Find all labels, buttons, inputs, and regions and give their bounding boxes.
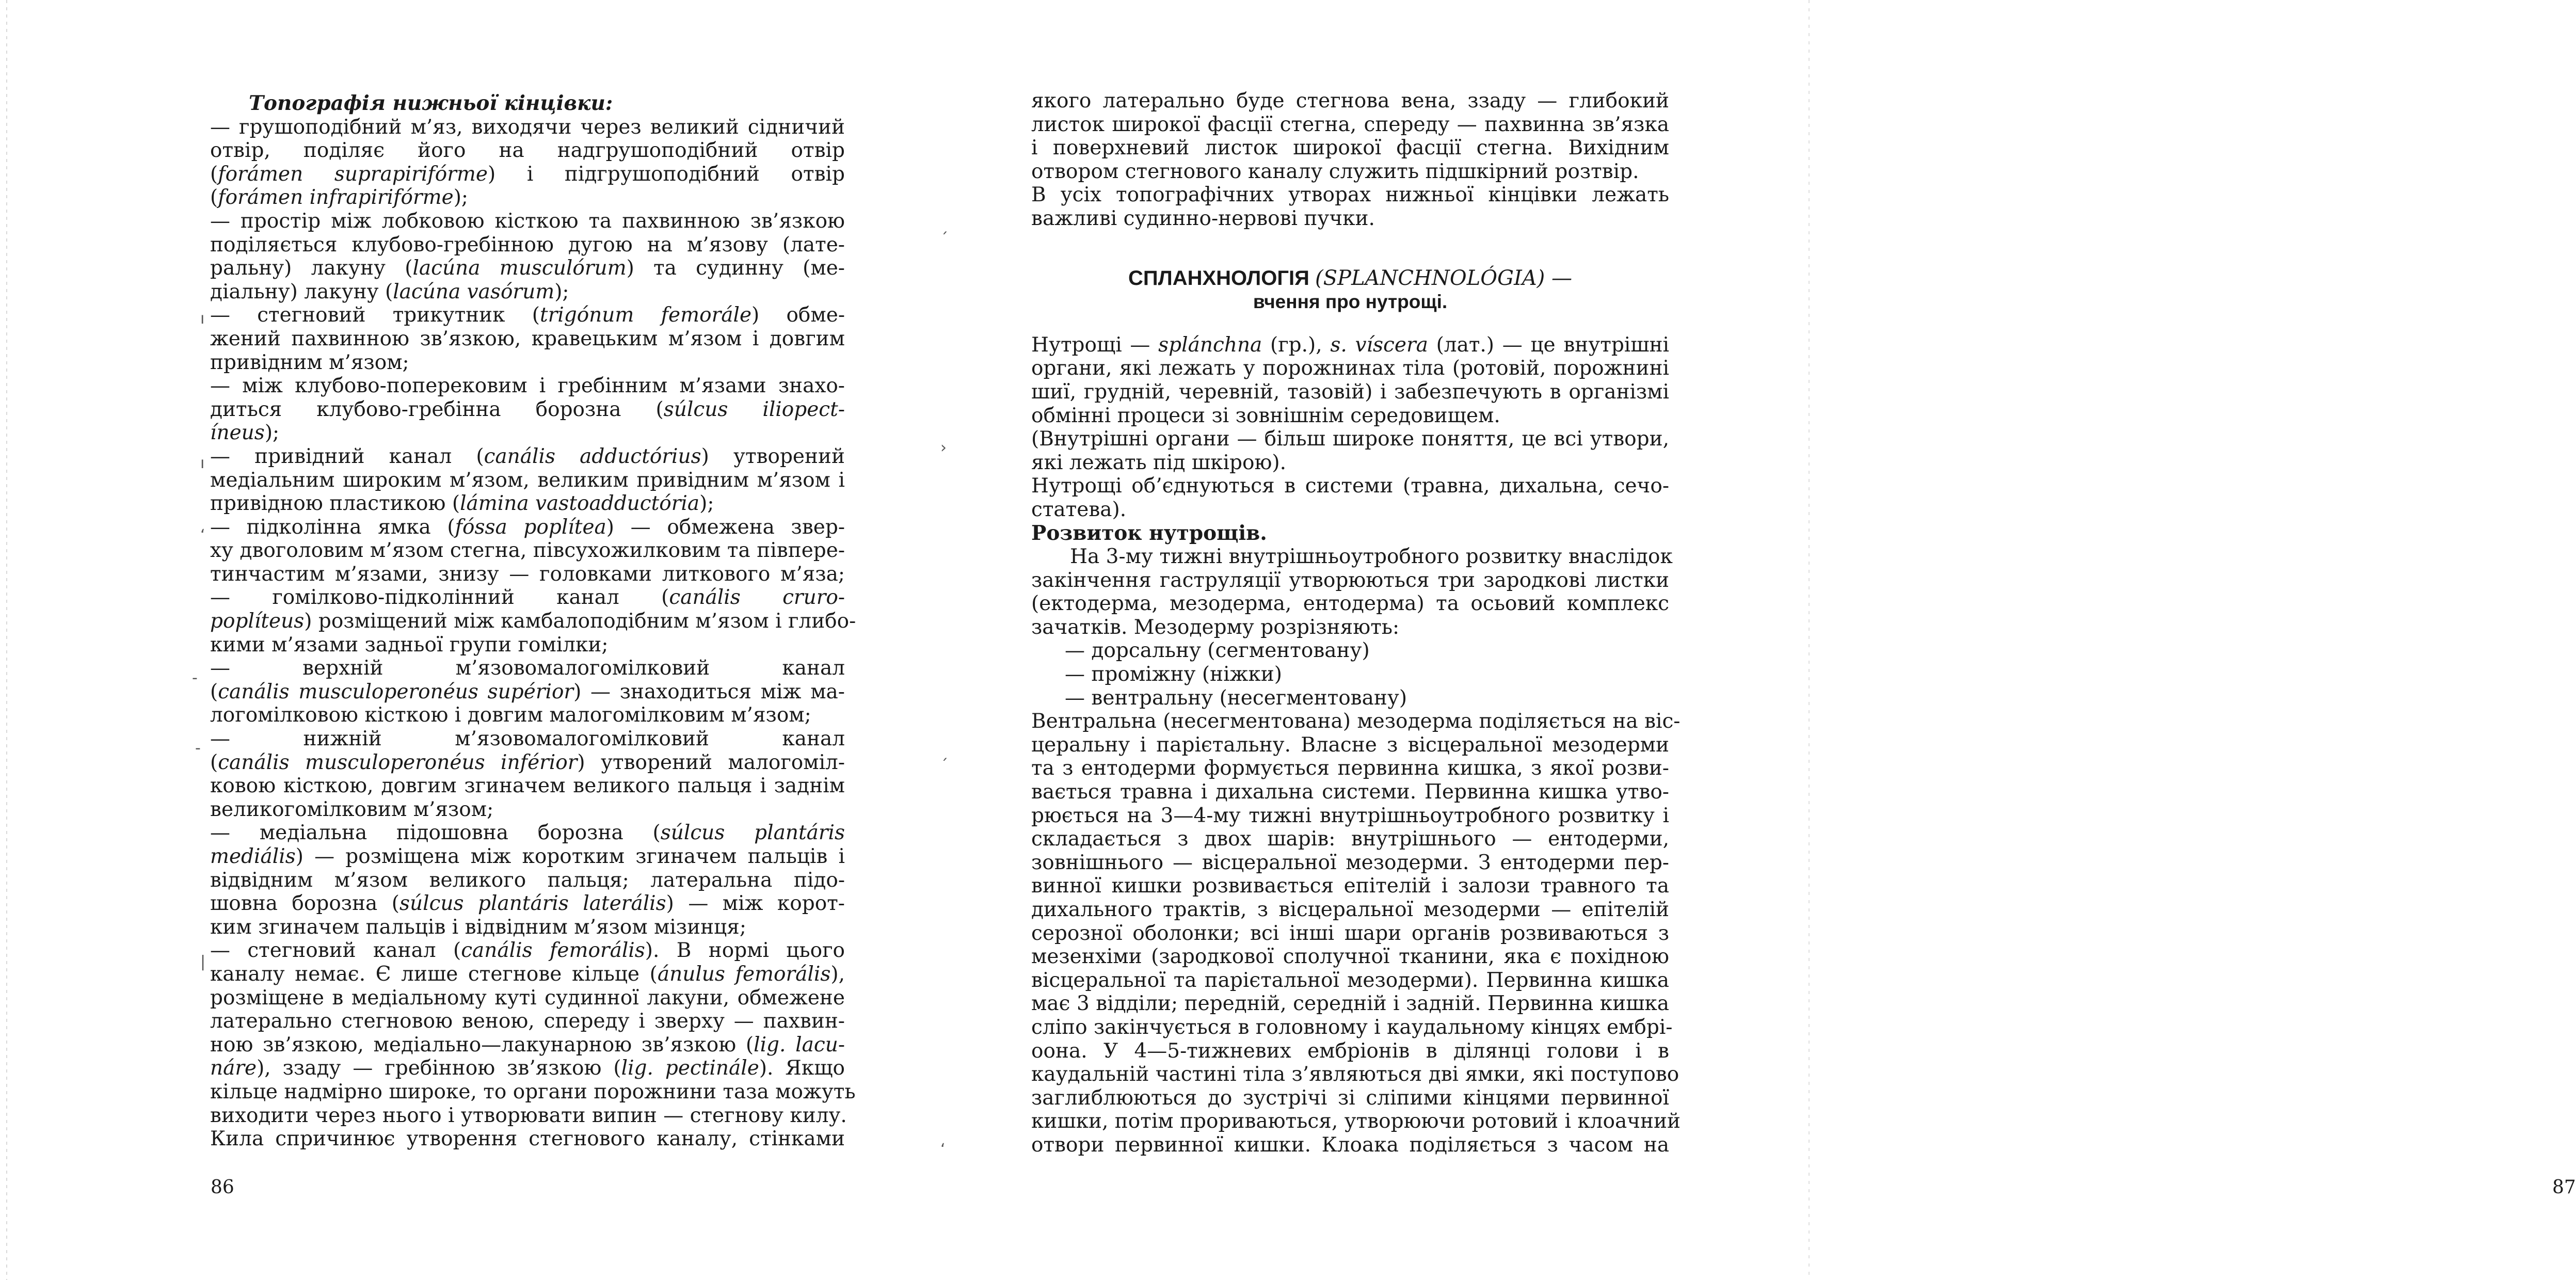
text-line: серозної оболонки; всі інші шари органів розвиваються з xyxy=(1031,921,1669,945)
text-line: (forámen suprapirifórme) і підгрушоподібний отвір xyxy=(210,162,845,186)
text-line: та з ентодерми формується первинна кишка, з якої розви- xyxy=(1031,757,1669,780)
text-line: важливі судинно-нервові пучки. xyxy=(1031,206,1375,230)
text-line: дихального трактів, з вісцеральної мезодерми — епітелій xyxy=(1031,898,1669,921)
text-line: Нутрощі — splánchna (гр.), s. víscera (лат.) — це внутрішні xyxy=(1031,333,1669,357)
text-line: зачатків. Мезодерму розрізняють: xyxy=(1031,615,1400,639)
topography-heading: Топографія нижньої кінцівки: xyxy=(249,91,613,115)
section-subtitle: вчення про нутрощі. xyxy=(1253,291,1448,313)
text-line: ральну) лакуну (lacúna musculórum) та судинну (ме- xyxy=(210,257,845,280)
margin-mark: - xyxy=(195,739,201,757)
text-line: жений пахвинною зв’язкою, кравецьким м’язом і довгим xyxy=(210,327,845,350)
text-line: має 3 відділи; передній, середній і задній. Первинна кишка xyxy=(1031,992,1669,1016)
text-line: які лежать під шкірою). xyxy=(1031,451,1287,474)
margin-mark: ˏ xyxy=(940,743,948,761)
text-line: ковою кісткою, довгим згиначем великого пальця і заднім xyxy=(210,774,845,798)
page-number-right: 87 xyxy=(2552,1177,2576,1198)
list-item: — проміжну (ніжки) xyxy=(1065,663,1283,686)
text-line: (forámen infrapirifórme); xyxy=(210,186,469,210)
body-paragraph xyxy=(1031,710,1681,1157)
text-line: сліпо закінчується в головному і каудальному кінцях ембрі- xyxy=(1031,1015,1673,1039)
mesoderm-list xyxy=(1031,639,1669,710)
text-line: статева). xyxy=(1031,498,1127,521)
continuation-paragraph xyxy=(1031,89,1669,231)
text-line: náre), ззаду — гребінною зв’язкою (lig. pectinále). Якщо xyxy=(210,1057,845,1080)
section-title-ukr: СПЛАНХНОЛОГІЯ xyxy=(1128,266,1309,290)
text-line: диться клубово-гребінна борозна (súlcus iliopect- xyxy=(210,397,845,421)
text-line: зовнішнього — вісцеральної мезодерми. З ентодерми пер- xyxy=(1031,851,1669,874)
intro-paragraph xyxy=(1031,333,1669,522)
text-line: церальну і парієтальну. Власне з вісцеральної мезодерми xyxy=(1031,733,1669,757)
development-paragraph xyxy=(1031,545,1673,639)
text-line: винної кишки розвивається епітелій і залози травного та xyxy=(1031,874,1669,898)
text-line: (canális musculoperonéus supérior) — знаходиться між ма- xyxy=(210,680,845,703)
text-line: мезенхіми (зародкової сполучної тканини, яка є похідною xyxy=(1031,945,1669,969)
text-line: ною зв’язкою, медіально—лакунарною зв’язкою (lig. lacu- xyxy=(210,1033,845,1057)
text-line: В усіх топографічних утворах нижньої кінцівки лежать xyxy=(1031,183,1669,207)
margin-mark: ʻ xyxy=(200,526,205,545)
text-line: рюється на 3—4-му тижні внутрішньоутробного розвитку і xyxy=(1031,804,1669,827)
text-line: ху двоголовим м’язом стегна, півсухожилковим та півпере- xyxy=(210,539,845,563)
text-line: — верхній м’язовомалогомілковий канал xyxy=(210,657,845,680)
text-line: отвори первинної кишки. Клоака поділяється з часом на xyxy=(1031,1133,1669,1157)
text-line: розміщене в медіальному куті судинної лакуни, обмежене xyxy=(210,986,845,1010)
text-line: вається травна і дихальна системи. Первинна кишка утво- xyxy=(1031,780,1669,804)
text-line: — підколінна ямка (fóssa poplítea) — обмежена звер- xyxy=(210,515,845,539)
margin-mark: | xyxy=(200,953,206,971)
text-line: — медіальна підошовна борозна (súlcus plantáris xyxy=(210,821,845,845)
text-line: — грушоподібний м’яз, виходячи через великий сідничий xyxy=(210,115,845,139)
text-line: складається з двох шарів: внутрішнього — ентодерми, xyxy=(1031,827,1669,851)
text-line: медіальним широким м’язом, великим привідним м’язом і xyxy=(210,468,845,492)
text-line: — простір між лобковою кісткою та пахвинною зв’язкою xyxy=(210,209,845,233)
text-line: mediális) — розміщена між коротким згиначем пальців і xyxy=(210,845,845,868)
section-title xyxy=(1031,267,1669,291)
text-line: поділяється клубово-гребінною дугою на м’язову (лате- xyxy=(210,233,845,257)
text-line: привідним м’язом; xyxy=(210,350,409,374)
text-line: — нижній м’язовомалогомілковий канал xyxy=(210,727,845,751)
list-item: — вентральну (несегментовану) xyxy=(1065,686,1407,710)
margin-mark: ı xyxy=(200,454,205,472)
text-line: обмінні процеси зі зовнішнім середовищем. xyxy=(1031,404,1500,427)
text-line: оона. У 4—5-тижневих ембріонів в ділянці голови і в xyxy=(1031,1039,1669,1063)
text-line: листок широкої фасції стегна, спереду — пахвинна зв’язка xyxy=(1031,113,1669,136)
section-title-latin: (SPLANCHNOLÓGIA) — xyxy=(1315,266,1572,290)
left-text-column xyxy=(210,91,856,1151)
text-line: тинчастим м’язами, знизу — головками литкового м’яза; xyxy=(210,562,845,586)
text-line: poplíteus) розміщений між камбалоподібним м’язом і глибо- xyxy=(210,610,856,633)
text-line: кільце надмірно широке, то органи порожнини таза можуть xyxy=(210,1080,856,1103)
text-line: шиї, грудній, черевній, тазовій) і забезпечують в організмі xyxy=(1031,380,1669,404)
margin-mark: ʻ xyxy=(940,1141,946,1159)
text-line: — стегновий трикутник (trigónum femorále) обме- xyxy=(210,303,845,327)
development-subheading: Розвиток нутрощів. xyxy=(1031,521,1267,545)
text-line: і поверхневий листок широкої фасції стегна. Вихідним xyxy=(1031,136,1669,160)
text-line: органи, які лежать у порожнинах тіла (ротовій, порожнині xyxy=(1031,357,1669,380)
text-line: заглиблюються до зустрічі зі сліпими кінцями первинної xyxy=(1031,1086,1669,1110)
text-line: закінчення гаструляції утворюються три зародкові листки xyxy=(1031,568,1669,592)
text-line: — стегновий канал (canális femorális). В нормі цього xyxy=(210,939,845,963)
text-line: ким згиначем пальців і відвідним м’язом мізинця; xyxy=(210,915,746,939)
margin-mark: ı xyxy=(200,310,205,328)
text-line: якого латерально буде стегнова вена, ззаду — глибокий xyxy=(1031,89,1669,113)
text-line: виходити через нього і утворювати випин — стегнову килу. xyxy=(210,1103,847,1127)
text-line: великогомілковим м’язом; xyxy=(210,797,494,821)
text-line: каудальній частині тіла з’являються дві ямки, які поступово xyxy=(1031,1063,1679,1086)
text-line: каналу немає. Є лише стегнове кільце (ánulus femorális), xyxy=(210,962,845,986)
text-line: íneus); xyxy=(210,421,280,445)
text-line: шовна борозна (súlcus plantáris laterális) — між корот- xyxy=(210,892,845,916)
left-paragraphs xyxy=(210,115,856,1151)
text-line: — гомілково-підколінний канал (canális cruro- xyxy=(210,586,845,610)
text-line: (canális musculoperonéus inférior) утворений малогоміл- xyxy=(210,750,845,774)
text-line: латерально стегновою веною, спереду і зверху — пахвин- xyxy=(210,1010,845,1033)
text-line: — між клубово-поперековим і гребінним м’язами знахо- xyxy=(210,374,845,398)
page-left xyxy=(0,0,948,1280)
page-right xyxy=(908,0,2576,1280)
text-line: отвір, поділяє його на надгрушоподібний отвір xyxy=(210,139,845,163)
text-line: діальну) лакуну (lacúna vasórum); xyxy=(210,280,569,303)
text-line: відвідним м’язом великого пальця; латеральна підо- xyxy=(210,868,845,892)
margin-mark: ˏ xyxy=(940,217,948,235)
margin-mark: › xyxy=(940,439,947,457)
page-number-left: 86 xyxy=(211,1177,234,1198)
text-line: вісцеральної та парієтальної мезодерми). Первинна кишка xyxy=(1031,968,1669,992)
text-line: привідною пластикою (lámina vastoadductória); xyxy=(210,492,714,516)
text-line: Кила спричинює утворення стегнового каналу, стінками xyxy=(210,1127,845,1151)
text-line: Вентральна (несегментована) мезодерма поділяється на віс- xyxy=(1031,710,1681,733)
text-line: кишки, потім прориваються, утворюючи ротовий і клоачний xyxy=(1031,1110,1681,1133)
list-item: — дорсальну (сегментовану) xyxy=(1065,639,1370,663)
text-line: логомілковою кісткою і довгим малогомілковим м’язом; xyxy=(210,703,811,727)
margin-mark: - xyxy=(192,669,198,687)
text-line: кими м’язами задньої групи гомілки; xyxy=(210,633,609,657)
text-line: отвором стегнового каналу служить підшкірний розтвір. xyxy=(1031,159,1639,183)
right-text-column xyxy=(1031,89,1681,1157)
text-line: Нутрощі об’єднуються в системи (травна, дихальна, сечо- xyxy=(1031,474,1669,498)
text-line: На 3-му тижні внутрішньоутробного розвитку внаслідок xyxy=(1070,545,1673,569)
text-line: — привідний канал (canális adductórius) утворений xyxy=(210,444,845,468)
text-line: (Внутрішні органи — більш широке поняття, це всі утвори, xyxy=(1031,427,1669,451)
text-line: (ектодерма, мезодерма, ентодерма) та осьовий комплекс xyxy=(1031,592,1669,616)
